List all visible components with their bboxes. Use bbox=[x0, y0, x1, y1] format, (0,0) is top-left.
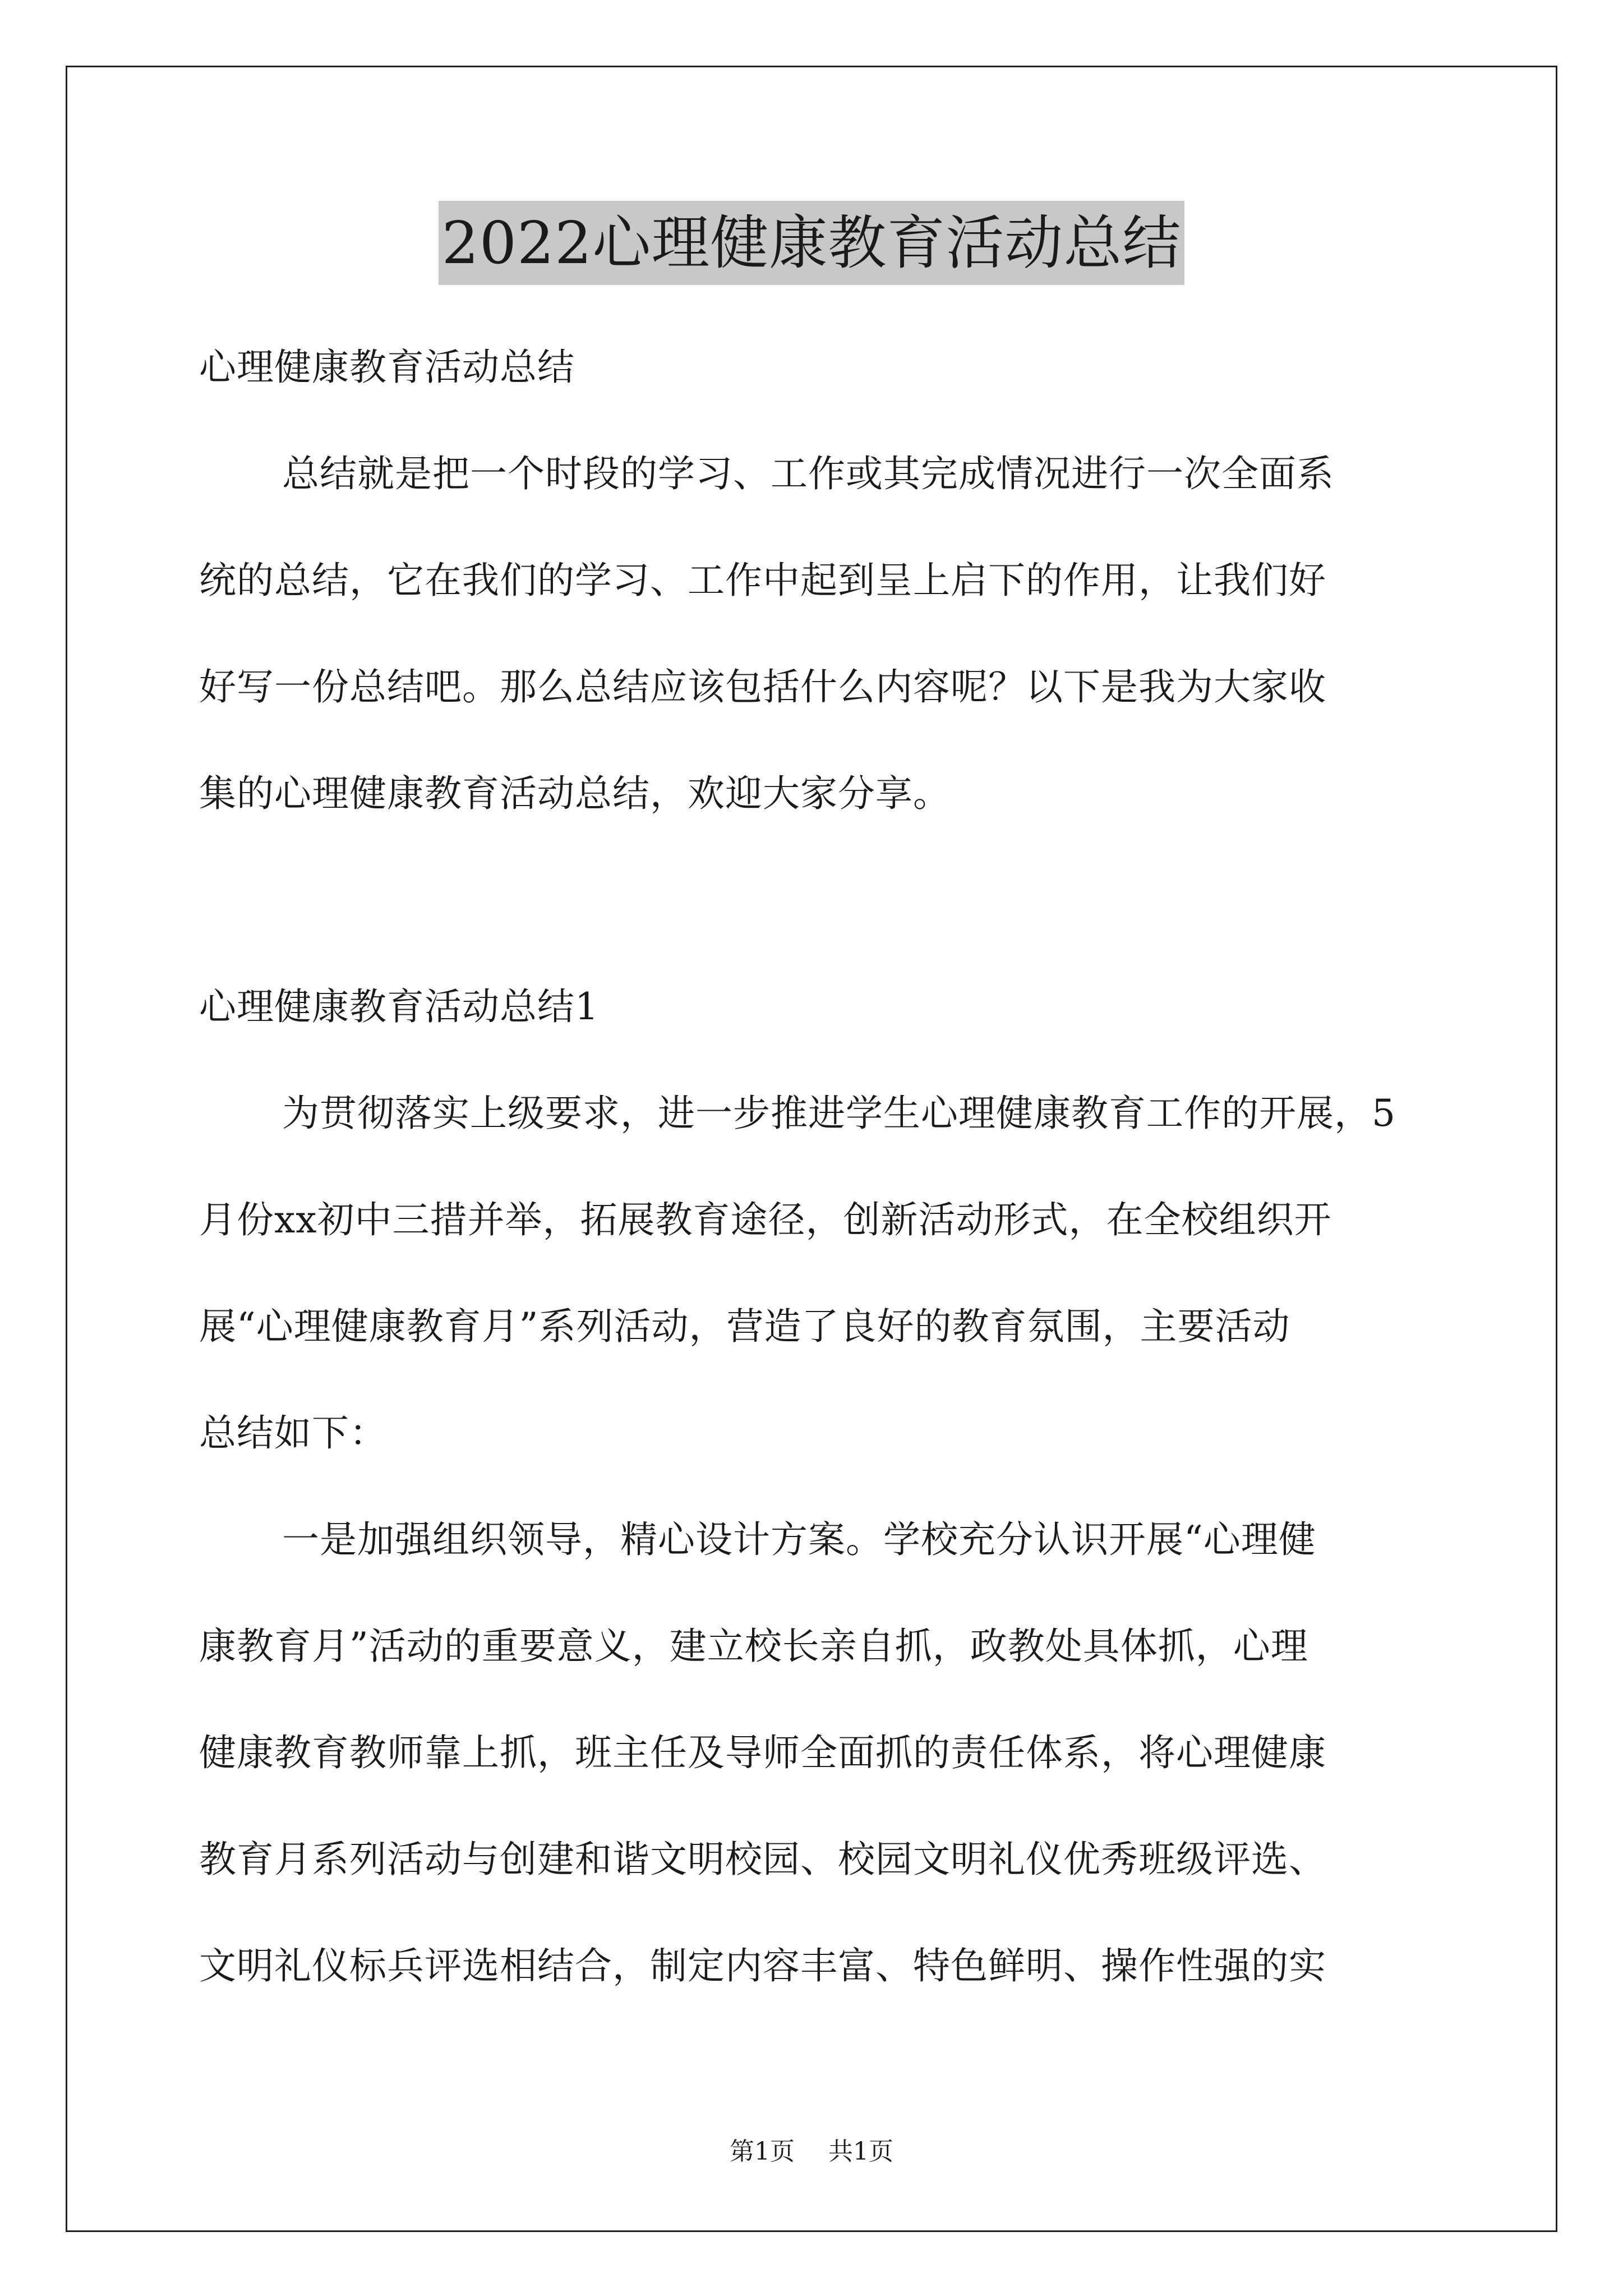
text-line: 心理健康教育活动总结1 bbox=[199, 985, 599, 1028]
text-line: 文明礼仪标兵评选相结合，制定内容丰富、特色鲜明、操作性强的实 bbox=[199, 1944, 1326, 1987]
text-line: 康教育月”活动的重要意义，建立校长亲自抓，政教处具体抓，心理 bbox=[199, 1625, 1308, 1668]
title-container bbox=[0, 201, 1623, 285]
text-line: 健康教育教师靠上抓，班主任及导师全面抓的责任体系，将心理健康 bbox=[199, 1731, 1326, 1774]
page-footer bbox=[0, 2135, 1623, 2169]
text-line: 月份xx初中三措并举，拓展教育途径，创新活动形式，在全校组织开 bbox=[199, 1198, 1332, 1241]
text-line: 统的总结，它在我们的学习、工作中起到呈上启下的作用，让我们好 bbox=[199, 559, 1326, 602]
text-line: 为贯彻落实上级要求，进一步推进学生心理健康教育工作的开展，5 bbox=[282, 1092, 1396, 1135]
text-line: 集的心理健康教育活动总结，欢迎大家分享。 bbox=[199, 772, 951, 815]
text-line: 好写一份总结吧。那么总结应该包括什么内容呢？以下是我为大家收 bbox=[199, 665, 1326, 708]
text-line: 总结如下： bbox=[199, 1411, 387, 1455]
text-line: 教育月系列活动与创建和谐文明校园、校园文明礼仪优秀班级评选、 bbox=[199, 1838, 1326, 1881]
page-total: 共1页 bbox=[828, 2137, 893, 2166]
document-title: 2022心理健康教育活动总结 bbox=[439, 201, 1185, 285]
text-line: 总结就是把一个时段的学习、工作或其完成情况进行一次全面系 bbox=[282, 452, 1334, 495]
document-body bbox=[199, 314, 1433, 2019]
blank-line bbox=[199, 847, 1433, 954]
text-line: 一是加强组织领导，精心设计方案。学校充分认识开展“心理健 bbox=[282, 1518, 1316, 1561]
text-line: 展“心理健康教育月”系列活动，营造了良好的教育氛围，主要活动 bbox=[199, 1305, 1290, 1348]
page-number: 第1页 bbox=[730, 2137, 795, 2166]
text-line: 心理健康教育活动总结 bbox=[199, 346, 575, 389]
